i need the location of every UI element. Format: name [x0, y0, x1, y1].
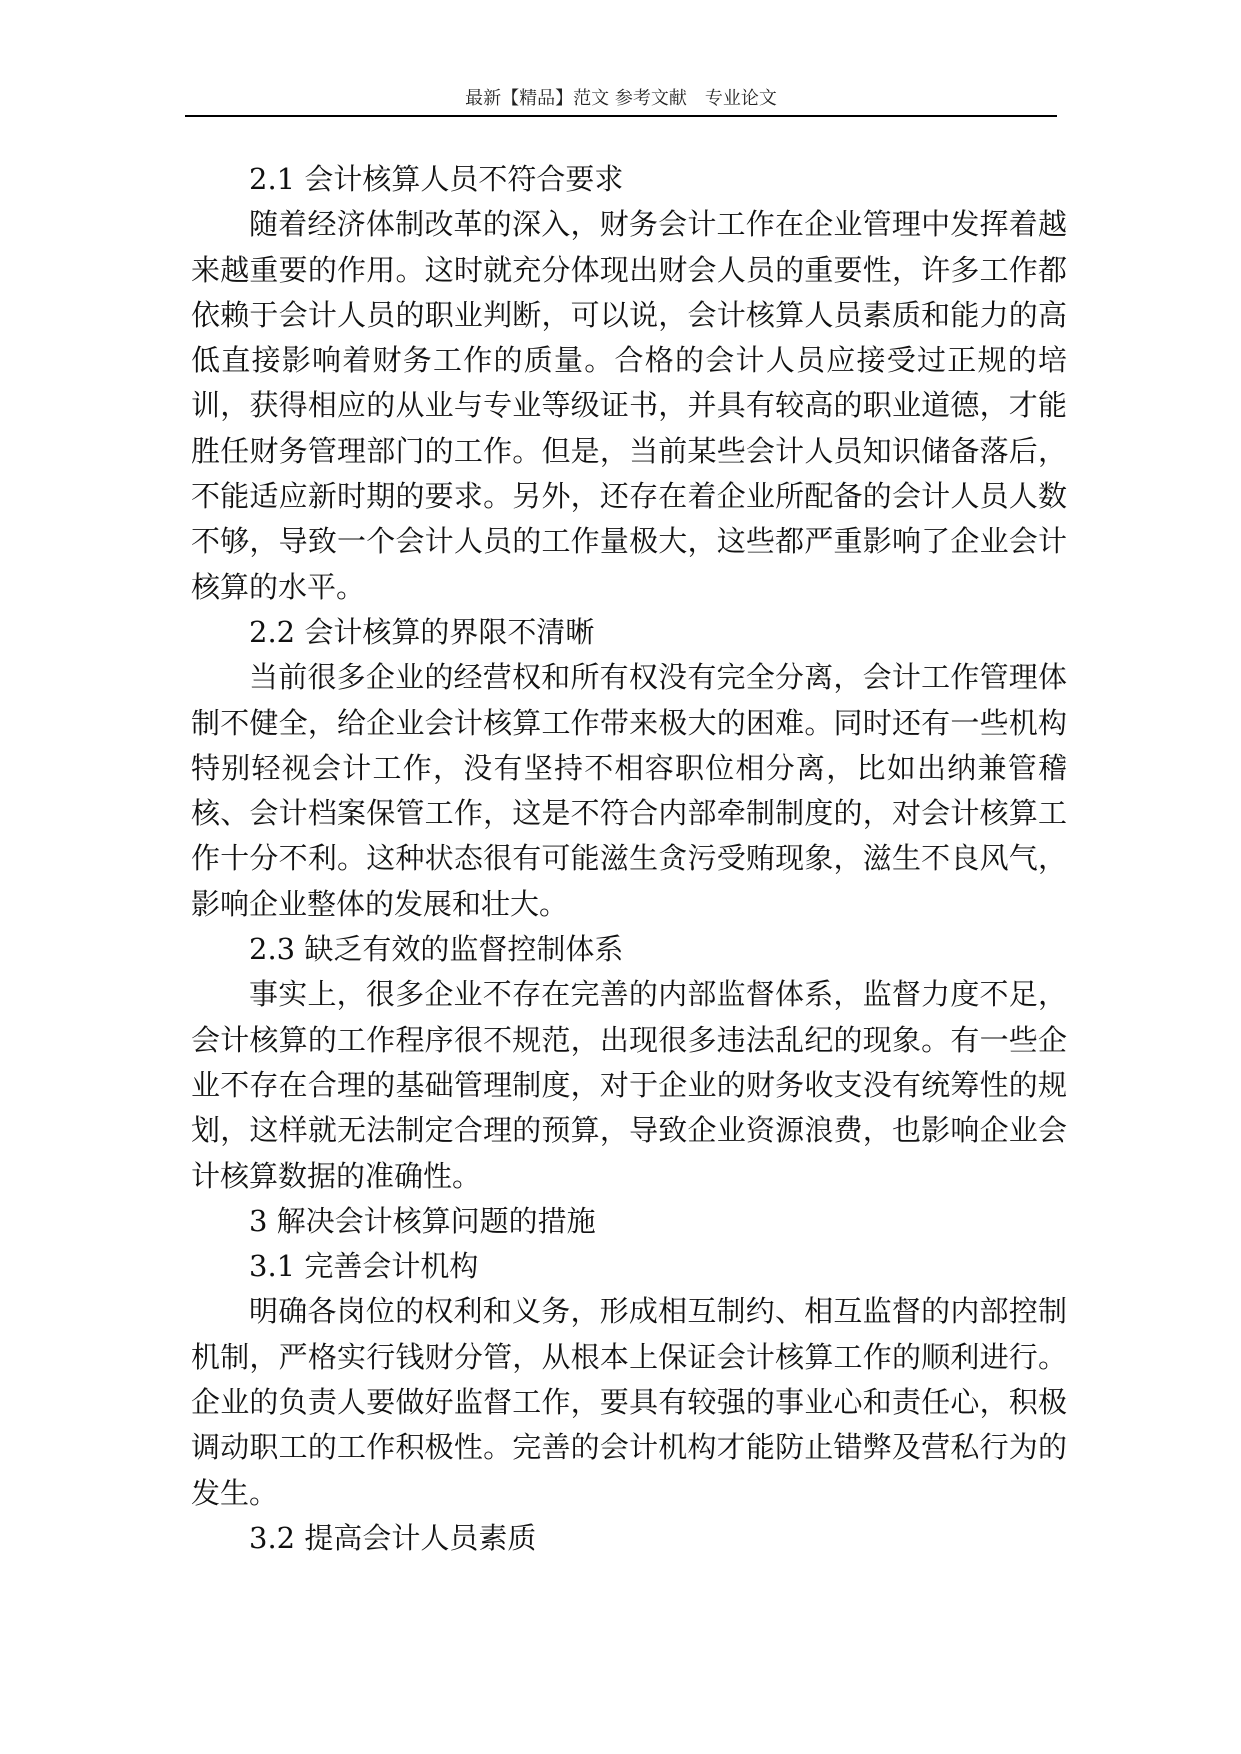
- section-heading-2-3: 2.3 缺乏有效的监督控制体系: [249, 932, 624, 967]
- document-body: [191, 157, 1067, 1561]
- paragraph: 当前很多企业的经营权和所有权没有完全分离，会计工作管理体制不健全，给企业会计核算工作带来极大的困难。同时还有一些机构特别轻视会计工作，没有坚持不相容职位相分离，比如出纳兼管稽核、会计档案保管工作，这是不符合内部牵制制度的，对会计核算工作十分不利。这种状态很有可能滋生贪污受贿现象，滋生不良风气，影响企业整体的发展和壮大。: [191, 660, 1067, 921]
- section-heading-3-2: 3.2 提高会计人员素质: [249, 1520, 537, 1555]
- paragraph: 随着经济体制改革的深入，财务会计工作在企业管理中发挥着越来越重要的作用。这时就充分体现出财会人员的重要性，许多工作都依赖于会计人员的职业判断，可以说，会计核算人员素质和能力的高低直接影响着财务工作的质量。合格的会计人员应接受过正规的培训，获得相应的从业与专业等级证书，并具有较高的职业道德，才能胜任财务管理部门的工作。但是，当前某些会计人员知识储备落后，不能适应新时期的要求。另外，还存在着企业所配备的会计人员人数不够，导致一个会计人员的工作量极大，这些都严重影响了企业会计核算的水平。: [191, 207, 1067, 604]
- section-heading-2-1: 2.1 会计核算人员不符合要求: [249, 162, 624, 196]
- section-heading-2-2: 2.2 会计核算的界限不清晰: [249, 614, 595, 649]
- section-heading-3-1: 3.1 完善会计机构: [249, 1249, 479, 1284]
- paragraph: 事实上，很多企业不存在完善的内部监督体系，监督力度不足，会计核算的工作程序很不规范，出现很多违法乱纪的现象。有一些企业不存在合理的基础管理制度，对于企业的财务收支没有统筹性的规划，这样就无法制定合理的预算，导致企业资源浪费，也影响企业会计核算数据的准确性。: [191, 977, 1067, 1193]
- header-rule: [185, 115, 1057, 117]
- section-heading-3: 3 解决会计核算问题的措施: [249, 1203, 596, 1238]
- page-header: 最新【精品】范文 参考文献 专业论文: [465, 88, 777, 109]
- paragraph: 明确各岗位的权利和义务，形成相互制约、相互监督的内部控制机制，严格实行钱财分管，从根本上保证会计核算工作的顺利进行。企业的负责人要做好监督工作，要具有较强的事业心和责任心，积极调动职工的工作积极性。完善的会计机构才能防止错弊及营私行为的发生。: [191, 1294, 1067, 1510]
